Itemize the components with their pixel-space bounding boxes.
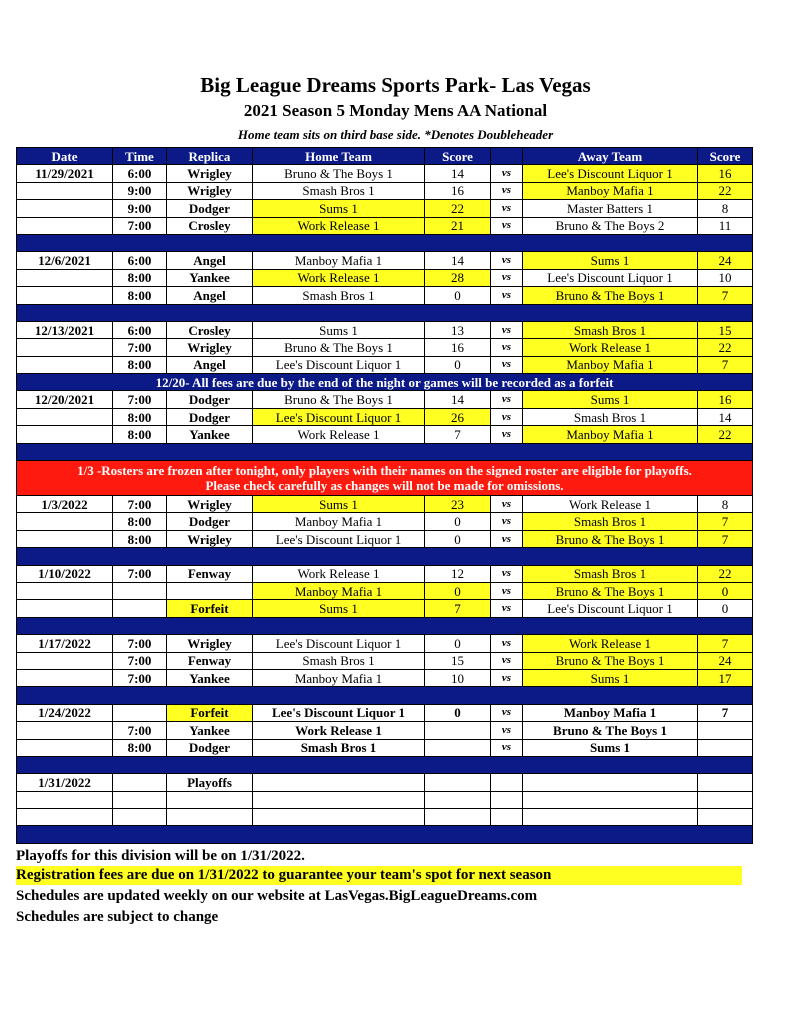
- home-team: [253, 791, 425, 808]
- home-team: [253, 774, 425, 791]
- away-team: Lee's Discount Liquor 1: [523, 600, 698, 617]
- replica-field: Dodger: [167, 739, 253, 756]
- page-subtitle: 2021 Season 5 Monday Mens AA National: [243, 101, 548, 120]
- game-date: 1/31/2022: [17, 774, 113, 791]
- replica-field: [167, 791, 253, 808]
- home-score: 0: [425, 704, 491, 721]
- table-row: [17, 600, 753, 617]
- replica-field: Angel: [167, 252, 253, 269]
- game-date: 1/24/2022: [17, 704, 113, 721]
- game-date: 1/10/2022: [17, 565, 113, 582]
- replica-field: Wrigley: [167, 635, 253, 652]
- replica-field: [167, 809, 253, 826]
- replica-field: Dodger: [167, 391, 253, 408]
- vs-label: vs: [491, 669, 523, 686]
- game-time: 9:00: [113, 200, 167, 217]
- footer-registration-note: Registration fees are due on 1/31/2022 to guarantee your team's spot for next season: [16, 866, 742, 885]
- vs-label: vs: [491, 217, 523, 234]
- home-score: 28: [425, 269, 491, 286]
- home-score: 12: [425, 565, 491, 582]
- table-row: [17, 182, 753, 199]
- away-team: Smash Bros 1: [523, 565, 698, 582]
- vs-label: vs: [491, 269, 523, 286]
- table-row: [17, 496, 753, 513]
- home-team: Sums 1: [253, 200, 425, 217]
- roster-notice-line-2: Please check carefully as changes will not be made for omissions.: [205, 478, 564, 494]
- vs-label: vs: [491, 739, 523, 756]
- away-score: 7: [698, 287, 753, 304]
- replica-field: Wrigley: [167, 530, 253, 547]
- away-score: 22: [698, 426, 753, 443]
- notice-row: [17, 374, 753, 391]
- separator-cell: [17, 443, 753, 460]
- game-date: 1/3/2022: [17, 496, 113, 513]
- away-score: 7: [698, 513, 753, 530]
- home-team: Sums 1: [253, 600, 425, 617]
- away-score: 22: [698, 339, 753, 356]
- game-time: 8:00: [113, 408, 167, 425]
- table-row: [17, 565, 753, 582]
- away-team: [523, 774, 698, 791]
- game-time: [113, 582, 167, 599]
- vs-label: vs: [491, 600, 523, 617]
- separator-cell: [17, 548, 753, 565]
- vs-label: vs: [491, 530, 523, 547]
- away-score: 24: [698, 652, 753, 669]
- vs-label: vs: [491, 391, 523, 408]
- away-score: 7: [698, 530, 753, 547]
- away-score: [698, 739, 753, 756]
- table-row: [17, 669, 753, 686]
- col-home-score: Score: [425, 148, 491, 165]
- home-team: Work Release 1: [253, 565, 425, 582]
- home-score: 14: [425, 391, 491, 408]
- game-date: [17, 739, 113, 756]
- home-team: Lee's Discount Liquor 1: [253, 530, 425, 547]
- game-time: 7:00: [113, 652, 167, 669]
- separator-row: [17, 548, 753, 565]
- replica-field: Dodger: [167, 408, 253, 425]
- table-row: [17, 339, 753, 356]
- schedule-note: Home team sits on third base side. *Denotes Doubleheader: [237, 127, 554, 142]
- game-date: 12/6/2021: [17, 252, 113, 269]
- home-score: 0: [425, 513, 491, 530]
- away-team: Manboy Mafia 1: [523, 182, 698, 199]
- home-score: 21: [425, 217, 491, 234]
- away-team: Bruno & The Boys 1: [523, 722, 698, 739]
- home-team: Bruno & The Boys 1: [253, 339, 425, 356]
- game-time: 6:00: [113, 252, 167, 269]
- away-team: Lee's Discount Liquor 1: [523, 165, 698, 182]
- game-date: [17, 408, 113, 425]
- away-team: Work Release 1: [523, 635, 698, 652]
- game-time: 8:00: [113, 426, 167, 443]
- away-team: [523, 791, 698, 808]
- away-team: Master Batters 1: [523, 200, 698, 217]
- home-score: 0: [425, 582, 491, 599]
- game-date: [17, 669, 113, 686]
- home-score: 16: [425, 182, 491, 199]
- table-row: [17, 791, 753, 808]
- away-score: 17: [698, 669, 753, 686]
- table-row: [17, 635, 753, 652]
- away-score: 22: [698, 565, 753, 582]
- page-title: Big League Dreams Sports Park- Las Vegas: [200, 73, 591, 97]
- game-time: [113, 600, 167, 617]
- away-score: 22: [698, 182, 753, 199]
- replica-field: Dodger: [167, 513, 253, 530]
- away-score: [698, 774, 753, 791]
- vs-label: vs: [491, 496, 523, 513]
- away-team: Smash Bros 1: [523, 321, 698, 338]
- replica-field: Yankee: [167, 269, 253, 286]
- table-row: [17, 809, 753, 826]
- away-score: 14: [698, 408, 753, 425]
- home-team: Work Release 1: [253, 217, 425, 234]
- home-team: Smash Bros 1: [253, 287, 425, 304]
- away-score: 0: [698, 582, 753, 599]
- home-team: Work Release 1: [253, 426, 425, 443]
- home-score: 0: [425, 356, 491, 373]
- replica-field: Angel: [167, 287, 253, 304]
- replica-field: Yankee: [167, 722, 253, 739]
- replica-field: Yankee: [167, 426, 253, 443]
- game-date: [17, 530, 113, 547]
- game-date: [17, 356, 113, 373]
- col-away-score: Score: [698, 148, 753, 165]
- table-row: [17, 165, 753, 182]
- table-row: [17, 513, 753, 530]
- game-date: [17, 217, 113, 234]
- roster-notice: [17, 461, 753, 496]
- home-score: 14: [425, 165, 491, 182]
- home-team: Manboy Mafia 1: [253, 252, 425, 269]
- home-team: Lee's Discount Liquor 1: [253, 704, 425, 721]
- table-row: [17, 200, 753, 217]
- home-score: 16: [425, 339, 491, 356]
- vs-label: vs: [491, 704, 523, 721]
- vs-label: vs: [491, 652, 523, 669]
- home-score: [425, 809, 491, 826]
- game-time: 8:00: [113, 356, 167, 373]
- home-team: Smash Bros 1: [253, 182, 425, 199]
- game-time: 7:00: [113, 339, 167, 356]
- away-score: 16: [698, 391, 753, 408]
- table-row: [17, 287, 753, 304]
- replica-field: Crosley: [167, 321, 253, 338]
- game-date: 12/13/2021: [17, 321, 113, 338]
- table-row: [17, 739, 753, 756]
- separator-row: [17, 617, 753, 634]
- home-score: [425, 722, 491, 739]
- home-score: 26: [425, 408, 491, 425]
- col-replica: Replica: [167, 148, 253, 165]
- away-score: 16: [698, 165, 753, 182]
- home-team: Bruno & The Boys 1: [253, 391, 425, 408]
- vs-label: vs: [491, 513, 523, 530]
- game-time: 8:00: [113, 269, 167, 286]
- separator-cell: [17, 687, 753, 704]
- home-score: [425, 791, 491, 808]
- game-date: [17, 426, 113, 443]
- table-row: [17, 356, 753, 373]
- replica-field: Wrigley: [167, 165, 253, 182]
- away-team: Manboy Mafia 1: [523, 426, 698, 443]
- home-team: Manboy Mafia 1: [253, 582, 425, 599]
- vs-label: vs: [491, 635, 523, 652]
- home-team: Sums 1: [253, 321, 425, 338]
- game-date: [17, 287, 113, 304]
- col-date: Date: [17, 148, 113, 165]
- table-row: [17, 217, 753, 234]
- home-score: 14: [425, 252, 491, 269]
- home-score: 13: [425, 321, 491, 338]
- game-date: 1/17/2022: [17, 635, 113, 652]
- separator-row: [17, 826, 753, 843]
- replica-field: Angel: [167, 356, 253, 373]
- table-row: [17, 252, 753, 269]
- col-time: Time: [113, 148, 167, 165]
- away-score: 7: [698, 635, 753, 652]
- game-date: [17, 582, 113, 599]
- table-row: [17, 408, 753, 425]
- away-score: 8: [698, 496, 753, 513]
- home-score: [425, 774, 491, 791]
- away-team: Smash Bros 1: [523, 408, 698, 425]
- game-date: 11/29/2021: [17, 165, 113, 182]
- game-date: 12/20/2021: [17, 391, 113, 408]
- game-time: [113, 774, 167, 791]
- home-score: 15: [425, 652, 491, 669]
- home-team: Smash Bros 1: [253, 652, 425, 669]
- home-score: 22: [425, 200, 491, 217]
- separator-row: [17, 756, 753, 773]
- away-score: [698, 722, 753, 739]
- game-time: 7:00: [113, 391, 167, 408]
- replica-field: Playoffs: [167, 774, 253, 791]
- game-time: [113, 791, 167, 808]
- away-score: 7: [698, 704, 753, 721]
- replica-field: Forfeit: [167, 704, 253, 721]
- home-score: 0: [425, 635, 491, 652]
- game-time: 8:00: [113, 513, 167, 530]
- game-time: 6:00: [113, 321, 167, 338]
- vs-label: vs: [491, 200, 523, 217]
- replica-field: [167, 582, 253, 599]
- table-row: [17, 652, 753, 669]
- game-time: 7:00: [113, 496, 167, 513]
- away-team: Smash Bros 1: [523, 513, 698, 530]
- game-date: [17, 600, 113, 617]
- home-team: Smash Bros 1: [253, 739, 425, 756]
- replica-field: Dodger: [167, 200, 253, 217]
- away-score: [698, 809, 753, 826]
- game-time: 9:00: [113, 182, 167, 199]
- game-time: 8:00: [113, 530, 167, 547]
- separator-row: [17, 234, 753, 251]
- home-team: Work Release 1: [253, 269, 425, 286]
- col-vs: [491, 148, 523, 165]
- home-score: 23: [425, 496, 491, 513]
- away-team: Bruno & The Boys 1: [523, 530, 698, 547]
- table-row: [17, 722, 753, 739]
- home-team: Bruno & The Boys 1: [253, 165, 425, 182]
- away-team: [523, 809, 698, 826]
- home-score: [425, 739, 491, 756]
- footer-website-note: Schedules are updated weekly on our website at LasVegas.BigLeagueDreams.com: [16, 888, 538, 904]
- vs-label: vs: [491, 287, 523, 304]
- replica-field: Yankee: [167, 669, 253, 686]
- vs-label: vs: [491, 321, 523, 338]
- away-team: Lee's Discount Liquor 1: [523, 269, 698, 286]
- table-row: [17, 582, 753, 599]
- game-time: 7:00: [113, 565, 167, 582]
- table-row: [17, 704, 753, 721]
- vs-label: vs: [491, 182, 523, 199]
- away-score: 11: [698, 217, 753, 234]
- away-score: 7: [698, 356, 753, 373]
- separator-row: [17, 687, 753, 704]
- schedule-body: [17, 165, 753, 843]
- game-date: [17, 200, 113, 217]
- game-date: [17, 339, 113, 356]
- table-row: [17, 530, 753, 547]
- replica-field: Wrigley: [167, 182, 253, 199]
- away-score: 0: [698, 600, 753, 617]
- vs-label: vs: [491, 582, 523, 599]
- game-date: [17, 182, 113, 199]
- replica-field: Wrigley: [167, 339, 253, 356]
- home-score: 7: [425, 600, 491, 617]
- roster-notice-row: [17, 461, 753, 496]
- away-score: [698, 791, 753, 808]
- home-team: Sums 1: [253, 496, 425, 513]
- away-team: Sums 1: [523, 669, 698, 686]
- away-score: 10: [698, 269, 753, 286]
- game-time: 8:00: [113, 739, 167, 756]
- home-score: 0: [425, 287, 491, 304]
- replica-field: Forfeit: [167, 600, 253, 617]
- col-home-team: Home Team: [253, 148, 425, 165]
- home-score: 10: [425, 669, 491, 686]
- vs-label: vs: [491, 252, 523, 269]
- game-time: 6:00: [113, 165, 167, 182]
- replica-field: Crosley: [167, 217, 253, 234]
- vs-label: vs: [491, 722, 523, 739]
- away-team: Work Release 1: [523, 496, 698, 513]
- vs-label: vs: [491, 408, 523, 425]
- game-date: [17, 809, 113, 826]
- away-team: Bruno & The Boys 2: [523, 217, 698, 234]
- vs-label: vs: [491, 339, 523, 356]
- table-row: [17, 774, 753, 791]
- home-team: Lee's Discount Liquor 1: [253, 635, 425, 652]
- game-time: [113, 809, 167, 826]
- away-team: Sums 1: [523, 252, 698, 269]
- col-away-team: Away Team: [523, 148, 698, 165]
- away-score: 15: [698, 321, 753, 338]
- replica-field: Wrigley: [167, 496, 253, 513]
- away-score: 8: [698, 200, 753, 217]
- away-team: Bruno & The Boys 1: [523, 287, 698, 304]
- vs-label: vs: [491, 565, 523, 582]
- fee-notice: 12/20- All fees are due by the end of the night or games will be recorded as a forfeit: [17, 374, 753, 391]
- home-team: Lee's Discount Liquor 1: [253, 356, 425, 373]
- footer-playoffs-note: Playoffs for this division will be on 1/31/2022.: [16, 848, 305, 864]
- home-score: 7: [425, 426, 491, 443]
- home-team: [253, 809, 425, 826]
- footer-change-note: Schedules are subject to change: [16, 909, 219, 925]
- away-team: Manboy Mafia 1: [523, 356, 698, 373]
- home-team: Lee's Discount Liquor 1: [253, 408, 425, 425]
- home-team: Manboy Mafia 1: [253, 513, 425, 530]
- game-date: [17, 513, 113, 530]
- separator-cell: [17, 234, 753, 251]
- replica-field: Fenway: [167, 652, 253, 669]
- game-time: 7:00: [113, 217, 167, 234]
- vs-label: [491, 809, 523, 826]
- roster-notice-line-1: 1/3 -Rosters are frozen after tonight, only players with their names on the signed roster are eligible for playoffs.: [77, 463, 692, 479]
- game-time: 7:00: [113, 635, 167, 652]
- game-time: [113, 704, 167, 721]
- vs-label: vs: [491, 356, 523, 373]
- home-score: 0: [425, 530, 491, 547]
- table-row: [17, 426, 753, 443]
- vs-label: [491, 774, 523, 791]
- separator-row: [17, 443, 753, 460]
- separator-cell: [17, 304, 753, 321]
- separator-cell: [17, 826, 753, 843]
- table-row: [17, 391, 753, 408]
- away-team: Bruno & The Boys 1: [523, 652, 698, 669]
- vs-label: [491, 791, 523, 808]
- home-team: Work Release 1: [253, 722, 425, 739]
- game-time: 7:00: [113, 722, 167, 739]
- away-team: Bruno & The Boys 1: [523, 582, 698, 599]
- home-team: Manboy Mafia 1: [253, 669, 425, 686]
- table-row: [17, 269, 753, 286]
- away-score: 24: [698, 252, 753, 269]
- separator-row: [17, 304, 753, 321]
- separator-cell: [17, 617, 753, 634]
- away-team: Sums 1: [523, 739, 698, 756]
- away-team: Manboy Mafia 1: [523, 704, 698, 721]
- vs-label: vs: [491, 426, 523, 443]
- game-time: 8:00: [113, 287, 167, 304]
- game-date: [17, 652, 113, 669]
- away-team: Work Release 1: [523, 339, 698, 356]
- replica-field: Fenway: [167, 565, 253, 582]
- table-header-row: [17, 148, 753, 165]
- game-date: [17, 722, 113, 739]
- vs-label: vs: [491, 165, 523, 182]
- game-date: [17, 791, 113, 808]
- schedule-table: [16, 147, 753, 844]
- game-time: 7:00: [113, 669, 167, 686]
- away-team: Sums 1: [523, 391, 698, 408]
- game-date: [17, 269, 113, 286]
- separator-cell: [17, 756, 753, 773]
- table-row: [17, 321, 753, 338]
